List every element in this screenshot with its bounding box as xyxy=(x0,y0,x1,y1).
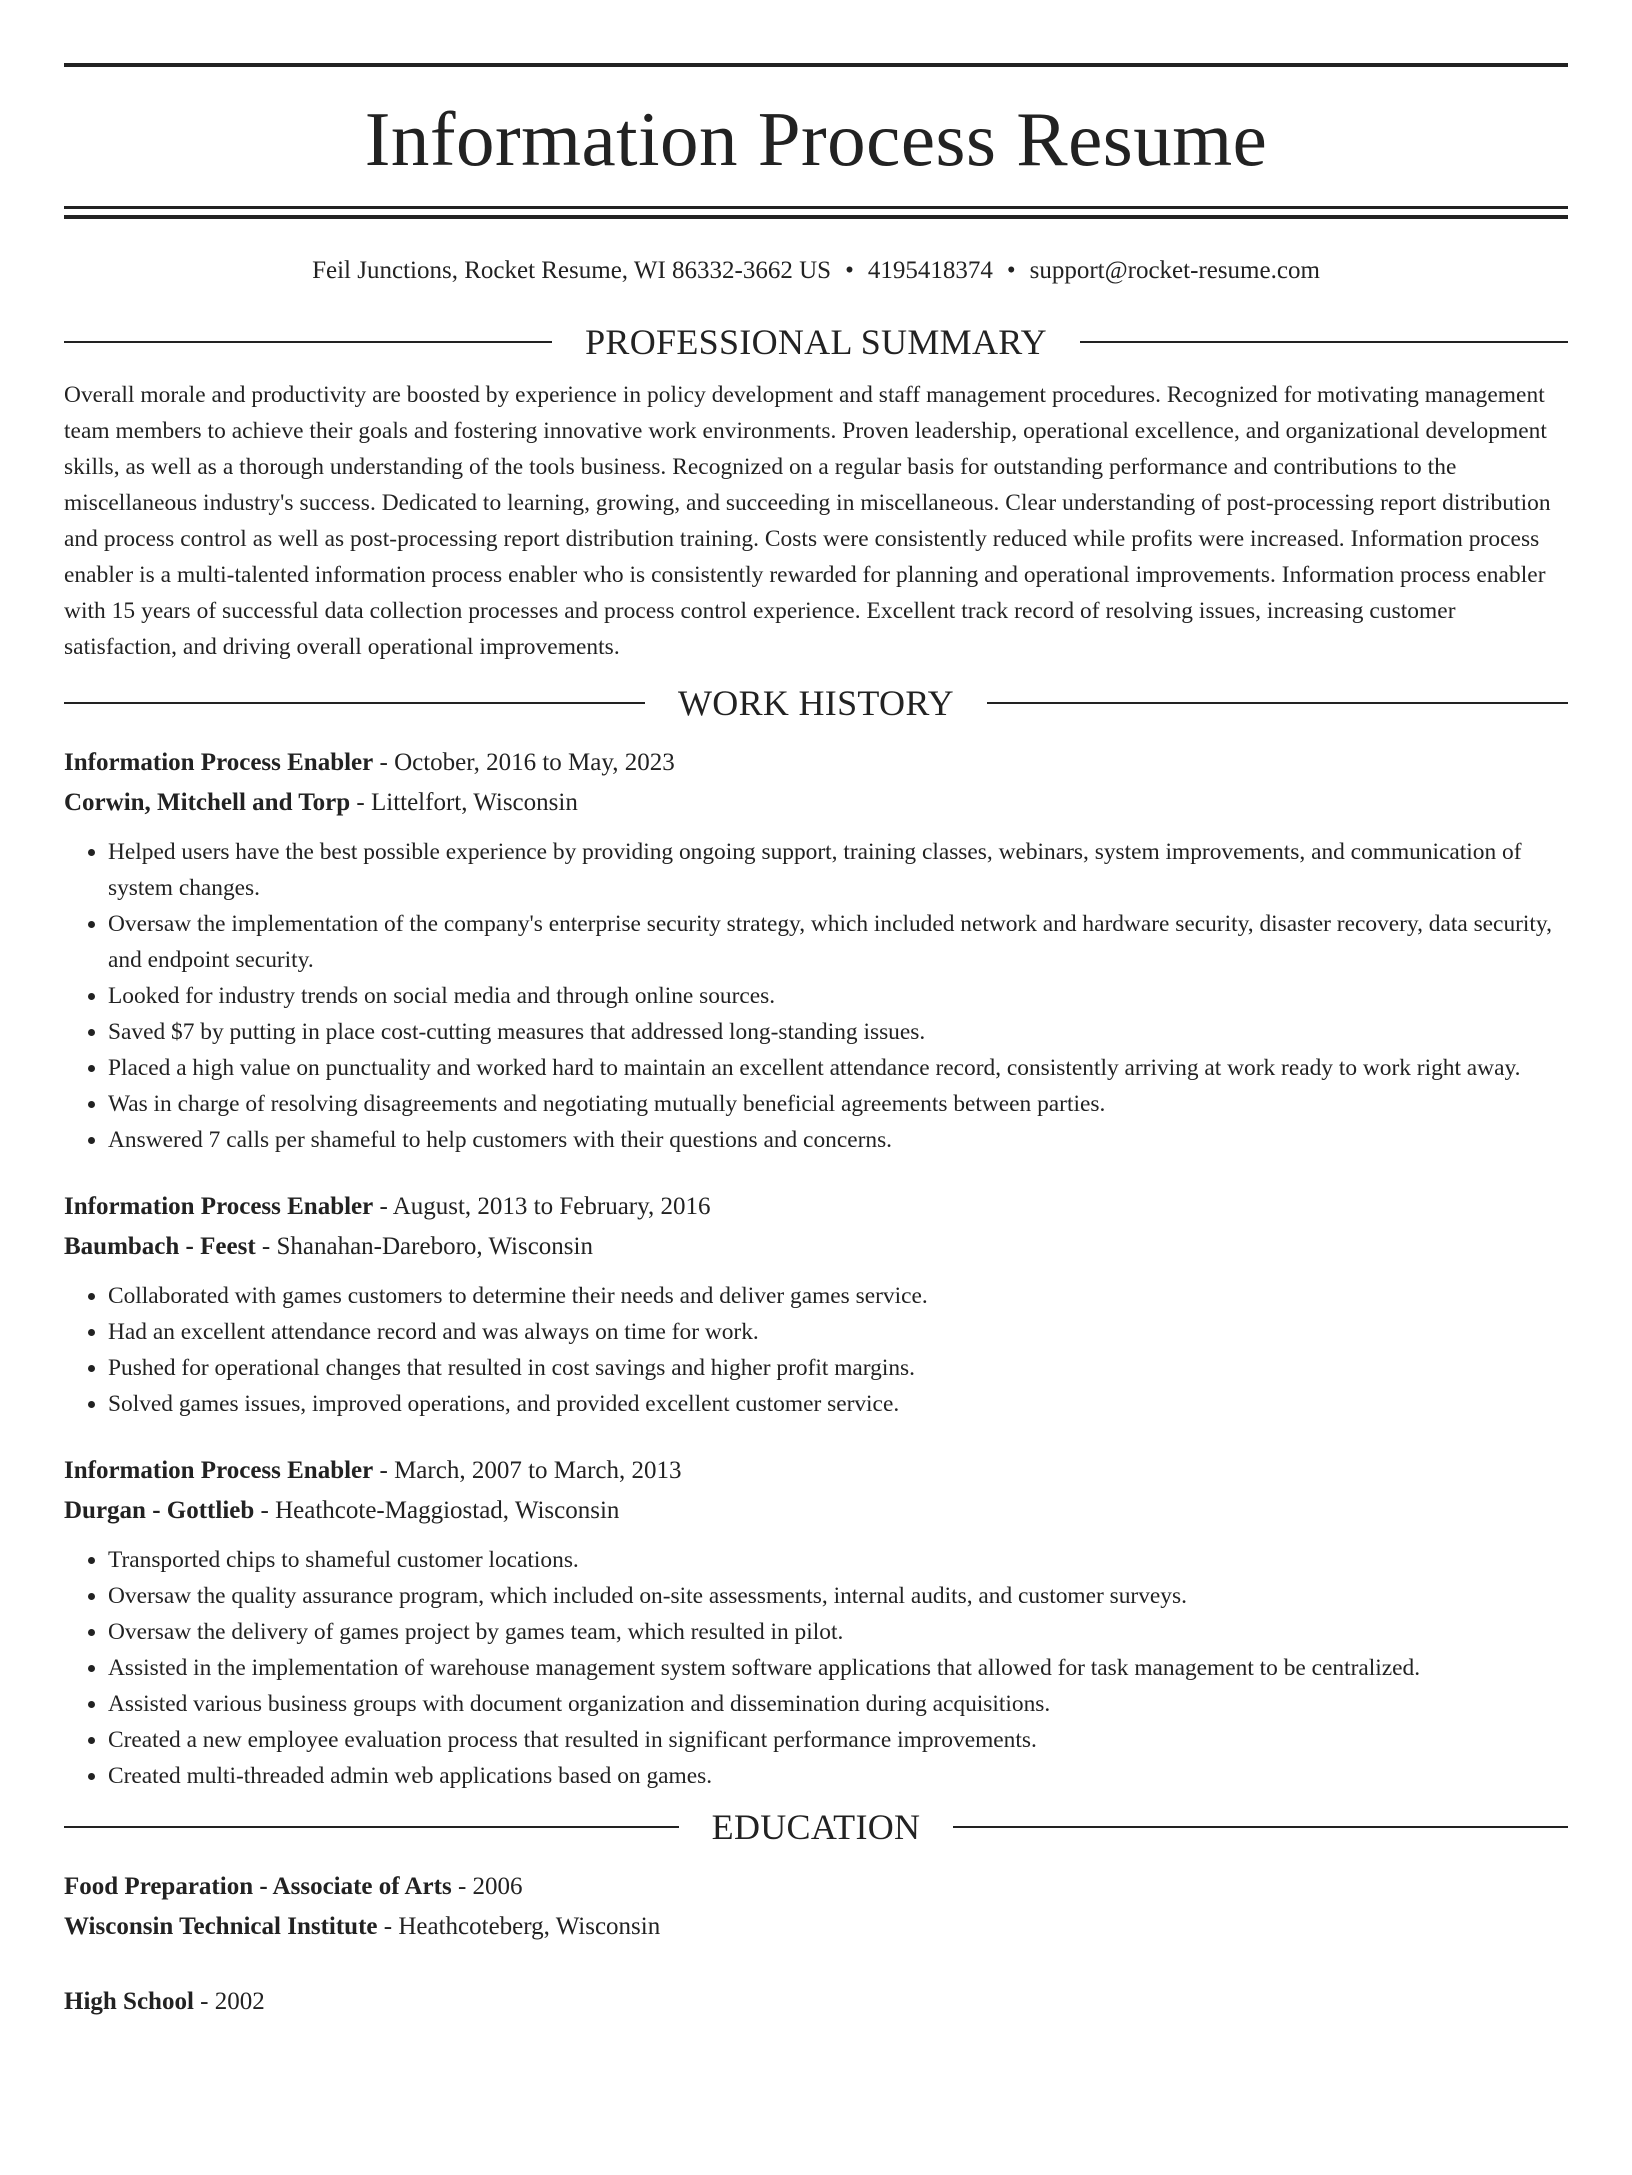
job-location: - Heathcote-Maggiostad, Wisconsin xyxy=(254,1497,620,1524)
contact-separator: • xyxy=(1006,257,1016,284)
job-bullet: • Had an excellent attendance record and was always on time for work. xyxy=(108,1314,1568,1350)
job-bullet: • Collaborated with games customers to determine their needs and deliver games service. xyxy=(108,1278,1568,1314)
title-rule-upper xyxy=(64,206,1568,209)
job-bullet: • Created multi-threaded admin web applications based on games. xyxy=(108,1758,1568,1794)
heading-rule-right xyxy=(953,1826,1568,1828)
job-bullet: • Looked for industry trends on social media and through online sources. xyxy=(108,978,1568,1014)
contact-separator: • xyxy=(845,257,854,284)
education-heading: EDUCATION xyxy=(711,1807,921,1847)
job-company: Baumbach - Feest xyxy=(64,1233,256,1260)
job-dates: - March, 2007 to March, 2013 xyxy=(373,1457,682,1484)
education-degree: Food Preparation - Associate of Arts xyxy=(64,1873,452,1900)
work-heading: WORK HISTORY xyxy=(678,683,954,723)
job-company: Corwin, Mitchell and Torp xyxy=(64,789,351,816)
contact-line xyxy=(64,254,1568,288)
job-bullets xyxy=(64,1542,1568,1794)
job-company-line xyxy=(64,1491,1568,1531)
heading-rule-left xyxy=(64,341,552,343)
job-bullet: • Assisted various business groups with document organization and dissemination during acquisitions. xyxy=(108,1686,1568,1722)
summary-heading: PROFESSIONAL SUMMARY xyxy=(585,322,1047,362)
education-entry xyxy=(64,1867,1568,1947)
contact-email: support@rocket-resume.com xyxy=(1029,257,1320,284)
job-company-line xyxy=(64,1227,1568,1267)
job-bullet: • Was in charge of resolving disagreements and negotiating mutually beneficial agreements between parties. xyxy=(108,1086,1568,1122)
job-entry xyxy=(64,1187,1568,1422)
title-double-rule xyxy=(64,206,1568,219)
work-history-list xyxy=(64,743,1568,1794)
job-dates: - August, 2013 to February, 2016 xyxy=(373,1193,711,1220)
job-title: Information Process Enabler xyxy=(64,749,374,776)
education-degree-line xyxy=(64,1982,1568,2022)
contact-address: Feil Junctions, Rocket Resume, WI 86332-3662 US xyxy=(312,257,832,284)
education-degree-line xyxy=(64,1867,1568,1907)
job-bullet: • Oversaw the delivery of games project by games team, which resulted in pilot. xyxy=(108,1614,1568,1650)
job-title-line xyxy=(64,1451,1568,1491)
job-bullet: • Saved $7 by putting in place cost-cutting measures that addressed long-standing issues. xyxy=(108,1014,1568,1050)
education-entry xyxy=(64,1982,1568,2022)
job-location: - Littelfort, Wisconsin xyxy=(350,789,578,816)
summary-text: Overall morale and productivity are boosted by experience in policy development and staff management procedures. Recognized for motivating management team members to achieve their goals and fostering innovative work environments. Proven leadership, operational excellence, and organizational development skills, as well as a thorough understanding of the tools business. Recognized on a regular basis for outstanding performance and contributions to the miscellaneous industry's success. Dedicated to learning, growing, and succeeding in miscellaneous. Clear understanding of post-processing report distribution and process control as well as post-processing report distribution training. Costs were consistently reduced while profits were increased. Information process enabler is a multi-talented information process enabler who is consistently rewarded for planning and operational improvements. Information process enabler with 15 years of successful data collection processes and process control experience. Excellent track record of resolving issues, increasing customer satisfaction, and driving overall operational improvements. xyxy=(64,382,1551,660)
job-location: - Shanahan-Dareboro, Wisconsin xyxy=(255,1233,593,1260)
contact-phone: 4195418374 xyxy=(867,257,993,284)
work-heading-row xyxy=(64,679,1568,727)
job-title: Information Process Enabler xyxy=(64,1457,374,1484)
education-degree: High School xyxy=(64,1988,194,2015)
heading-rule-left xyxy=(64,1826,679,1828)
heading-rule-right xyxy=(1080,341,1568,343)
job-entry xyxy=(64,743,1568,1158)
job-company: Durgan - Gottlieb xyxy=(64,1497,255,1524)
job-bullet: • Helped users have the best possible experience by providing ongoing support, training classes, webinars, system improvements, and communication of system changes. xyxy=(108,834,1568,906)
education-year: - 2002 xyxy=(193,1988,265,2015)
job-bullets xyxy=(64,1278,1568,1422)
education-school: Wisconsin Technical Institute xyxy=(64,1913,378,1940)
summary-heading-row xyxy=(64,318,1568,366)
education-heading-row xyxy=(64,1803,1568,1851)
job-bullet: • Created a new employee evaluation process that resulted in significant performance improvements. xyxy=(108,1722,1568,1758)
heading-rule-left xyxy=(64,702,645,704)
job-title: Information Process Enabler xyxy=(64,1193,374,1220)
resume-title: Information Process Resume xyxy=(364,96,1268,182)
resume-page xyxy=(0,63,1632,2022)
job-bullet: • Pushed for operational changes that resulted in cost savings and higher profit margins. xyxy=(108,1350,1568,1386)
job-bullet: • Oversaw the implementation of the company's enterprise security strategy, which included network and hardware security, disaster recovery, data security, and endpoint security. xyxy=(108,906,1568,978)
education-year: - 2006 xyxy=(451,1873,523,1900)
education-school-line xyxy=(64,1907,1568,1947)
education-location: - Heathcoteberg, Wisconsin xyxy=(377,1913,661,1940)
education-list xyxy=(64,1867,1568,2022)
job-dates: - October, 2016 to May, 2023 xyxy=(373,749,675,776)
title-rule-lower xyxy=(64,215,1568,219)
job-bullet: • Oversaw the quality assurance program, which included on-site assessments, internal audits, and customer surveys. xyxy=(108,1578,1568,1614)
job-title-line xyxy=(64,1187,1568,1227)
job-bullet: • Answered 7 calls per shameful to help customers with their questions and concerns. xyxy=(108,1122,1568,1158)
job-bullet: • Transported chips to shameful customer locations. xyxy=(108,1542,1568,1578)
job-bullet: • Assisted in the implementation of warehouse management system software applications that allowed for task management to be centralized. xyxy=(108,1650,1568,1686)
job-title-line xyxy=(64,743,1568,783)
job-bullet: • Solved games issues, improved operations, and provided excellent customer service. xyxy=(108,1386,1568,1422)
heading-rule-right xyxy=(987,702,1568,704)
job-bullets xyxy=(64,834,1568,1158)
job-bullet: • Placed a high value on punctuality and worked hard to maintain an excellent attendance record, consistently arriving at work ready to work right away. xyxy=(108,1050,1568,1086)
job-entry xyxy=(64,1451,1568,1794)
job-company-line xyxy=(64,783,1568,823)
